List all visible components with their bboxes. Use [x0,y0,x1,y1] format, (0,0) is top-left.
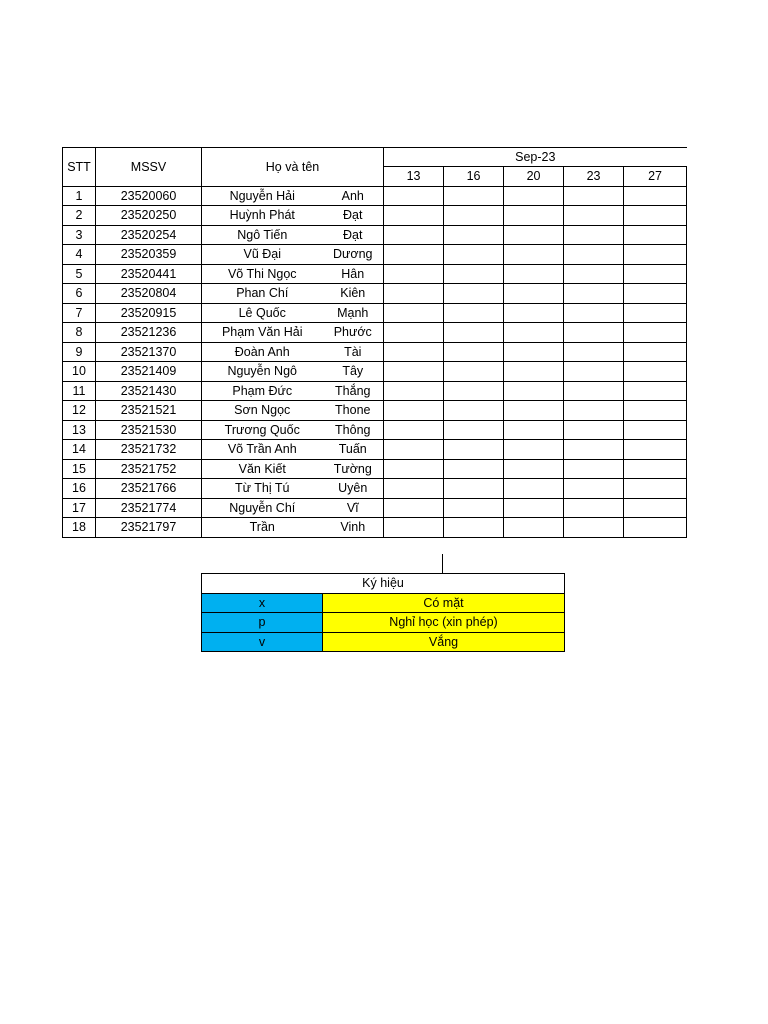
family-name-cell[interactable]: Võ Trần Anh [202,440,323,460]
attendance-cell[interactable] [384,381,444,401]
table-row [63,401,687,421]
attendance-cell[interactable] [624,362,687,382]
header-day[interactable]: 23 [564,167,624,187]
attendance-table [62,147,687,538]
mssv-cell[interactable]: 23521797 [96,518,202,538]
mssv-cell[interactable]: 23521752 [96,459,202,479]
given-name-cell[interactable]: Tây [323,362,384,382]
attendance-cell[interactable] [564,303,624,323]
attendance-cell[interactable] [504,342,564,362]
legend-symbol[interactable]: v [202,632,323,652]
table-row [63,323,687,343]
family-name-cell[interactable]: Đoàn Anh [202,342,323,362]
mssv-cell[interactable]: 23520441 [96,264,202,284]
stt-cell[interactable]: 10 [63,362,96,382]
table-row [63,303,687,323]
attendance-cell[interactable] [384,401,444,421]
stt-cell[interactable]: 12 [63,401,96,421]
attendance-cell[interactable] [504,284,564,304]
attendance-cell[interactable] [564,518,624,538]
family-name-cell[interactable]: Nguyễn Hải [202,186,323,206]
legend-meaning[interactable]: Có mặt [323,593,565,613]
attendance-cell[interactable] [444,362,504,382]
legend-row [202,632,565,652]
family-name-cell[interactable]: Võ Thi Ngọc [202,264,323,284]
given-name-cell[interactable]: Tường [323,459,384,479]
stt-cell[interactable]: 14 [63,440,96,460]
attendance-cell[interactable] [444,459,504,479]
mssv-cell[interactable]: 23521409 [96,362,202,382]
attendance-cell[interactable] [504,440,564,460]
header-ho-ten[interactable]: Họ và tên [202,148,384,187]
given-name-cell[interactable]: Thông [323,420,384,440]
stt-cell[interactable]: 4 [63,245,96,265]
stt-cell[interactable]: 1 [63,186,96,206]
given-name-cell[interactable]: Anh [323,186,384,206]
attendance-cell[interactable] [564,420,624,440]
attendance-cell[interactable] [624,459,687,479]
table-row [63,362,687,382]
table-row [63,206,687,226]
attendance-cell[interactable] [624,342,687,362]
stt-cell[interactable]: 8 [63,323,96,343]
attendance-cell[interactable] [444,518,504,538]
legend-symbol[interactable]: p [202,613,323,633]
attendance-cell[interactable] [624,284,687,304]
mssv-cell[interactable]: 23520804 [96,284,202,304]
mssv-cell[interactable]: 23521370 [96,342,202,362]
attendance-cell[interactable] [504,459,564,479]
attendance-cell[interactable] [444,381,504,401]
attendance-cell[interactable] [504,401,564,421]
family-name-cell[interactable]: Sơn Ngọc [202,401,323,421]
attendance-cell[interactable] [384,206,444,226]
legend-title-row [202,574,565,594]
attendance-cell[interactable] [624,401,687,421]
attendance-cell[interactable] [504,518,564,538]
attendance-cell[interactable] [624,518,687,538]
given-name-cell[interactable]: Phước [323,323,384,343]
mssv-cell[interactable]: 23520915 [96,303,202,323]
legend-table [201,573,565,652]
attendance-cell[interactable] [384,459,444,479]
given-name-cell[interactable]: Uyên [323,479,384,499]
table-row [63,284,687,304]
given-name-cell[interactable]: Dương [323,245,384,265]
divider-line [442,554,443,573]
mssv-cell[interactable]: 23520060 [96,186,202,206]
family-name-cell[interactable]: Trần [202,518,323,538]
family-name-cell[interactable]: Ngô Tiến [202,225,323,245]
attendance-cell[interactable] [564,440,624,460]
attendance-cell[interactable] [444,440,504,460]
given-name-cell[interactable]: Hân [323,264,384,284]
legend-meaning[interactable]: Vắng [323,632,565,652]
attendance-cell[interactable] [444,479,504,499]
table-row [63,245,687,265]
attendance-cell[interactable] [504,498,564,518]
attendance-cell[interactable] [504,323,564,343]
mssv-cell[interactable]: 23520250 [96,206,202,226]
mssv-cell[interactable]: 23521732 [96,440,202,460]
table-row [63,459,687,479]
table-row [63,342,687,362]
attendance-cell[interactable] [384,245,444,265]
attendance-cell[interactable] [564,342,624,362]
attendance-cell[interactable] [504,479,564,499]
attendance-cell[interactable] [624,323,687,343]
stt-cell[interactable]: 6 [63,284,96,304]
attendance-cell[interactable] [504,264,564,284]
attendance-cell[interactable] [384,362,444,382]
attendance-cell[interactable] [384,342,444,362]
given-name-cell[interactable]: Tài [323,342,384,362]
attendance-cell[interactable] [564,264,624,284]
header-day[interactable]: 27 [624,167,687,187]
attendance-cell[interactable] [444,401,504,421]
mssv-cell[interactable]: 23521430 [96,381,202,401]
attendance-cell[interactable] [384,225,444,245]
attendance-cell[interactable] [384,440,444,460]
given-name-cell[interactable]: Tuấn [323,440,384,460]
attendance-cell[interactable] [504,225,564,245]
attendance-cell[interactable] [624,186,687,206]
given-name-cell[interactable]: Mạnh [323,303,384,323]
mssv-cell[interactable]: 23521766 [96,479,202,499]
stt-cell[interactable]: 18 [63,518,96,538]
legend-row [202,593,565,613]
table-row [63,498,687,518]
attendance-cell[interactable] [564,401,624,421]
given-name-cell[interactable]: Đạt [323,225,384,245]
given-name-cell[interactable]: Thone [323,401,384,421]
legend-meaning[interactable]: Nghỉ học (xin phép) [323,613,565,633]
header-mssv[interactable]: MSSV [96,148,202,187]
attendance-cell[interactable] [504,206,564,226]
table-row [63,225,687,245]
attendance-cell[interactable] [564,245,624,265]
attendance-cell[interactable] [624,206,687,226]
attendance-cell[interactable] [564,284,624,304]
stt-cell[interactable]: 9 [63,342,96,362]
given-name-cell[interactable]: Vinh [323,518,384,538]
family-name-cell[interactable]: Lê Quốc [202,303,323,323]
attendance-cell[interactable] [384,518,444,538]
given-name-cell[interactable]: Vĩ [323,498,384,518]
stt-cell[interactable]: 3 [63,225,96,245]
header-day[interactable]: 13 [384,167,444,187]
header-row [63,148,687,167]
attendance-cell[interactable] [564,498,624,518]
attendance-cell[interactable] [624,498,687,518]
attendance-cell[interactable] [624,264,687,284]
attendance-cell[interactable] [384,479,444,499]
attendance-cell[interactable] [444,186,504,206]
attendance-cell[interactable] [624,440,687,460]
family-name-cell[interactable]: Văn Kiết [202,459,323,479]
stt-cell[interactable]: 7 [63,303,96,323]
attendance-cell[interactable] [444,420,504,440]
attendance-cell[interactable] [624,381,687,401]
stt-cell[interactable]: 2 [63,206,96,226]
stt-cell[interactable]: 5 [63,264,96,284]
attendance-cell[interactable] [504,186,564,206]
table-row [63,440,687,460]
mssv-cell[interactable]: 23520359 [96,245,202,265]
table-row [63,186,687,206]
attendance-cell[interactable] [384,420,444,440]
family-name-cell[interactable]: Từ Thị Tú [202,479,323,499]
attendance-cell[interactable] [564,362,624,382]
header-month[interactable]: Sep-23 [384,148,687,167]
family-name-cell[interactable]: Vũ Đại [202,245,323,265]
attendance-cell[interactable] [564,225,624,245]
legend-title[interactable]: Ký hiệu [202,574,565,594]
attendance-cell[interactable] [384,498,444,518]
attendance-cell[interactable] [444,284,504,304]
attendance-cell[interactable] [504,420,564,440]
attendance-cell[interactable] [624,303,687,323]
given-name-cell[interactable]: Thắng [323,381,384,401]
attendance-cell[interactable] [564,206,624,226]
family-name-cell[interactable]: Nguyễn Ngô [202,362,323,382]
stt-cell[interactable]: 11 [63,381,96,401]
stt-cell[interactable]: 16 [63,479,96,499]
given-name-cell[interactable]: Kiên [323,284,384,304]
mssv-cell[interactable]: 23521236 [96,323,202,343]
attendance-cell[interactable] [444,206,504,226]
attendance-cell[interactable] [444,342,504,362]
table-row [63,420,687,440]
attendance-cell[interactable] [384,264,444,284]
attendance-cell[interactable] [504,303,564,323]
attendance-cell[interactable] [444,323,504,343]
attendance-cell[interactable] [444,225,504,245]
legend-symbol[interactable]: x [202,593,323,613]
attendance-cell[interactable] [444,264,504,284]
attendance-cell[interactable] [624,420,687,440]
attendance-cell[interactable] [564,459,624,479]
attendance-cell[interactable] [384,284,444,304]
mssv-cell[interactable]: 23521521 [96,401,202,421]
attendance-cell[interactable] [444,498,504,518]
attendance-cell[interactable] [564,323,624,343]
attendance-cell[interactable] [624,479,687,499]
legend-row [202,613,565,633]
stt-cell[interactable]: 17 [63,498,96,518]
attendance-cell[interactable] [564,479,624,499]
family-name-cell[interactable]: Huỳnh Phát [202,206,323,226]
attendance-cell[interactable] [444,245,504,265]
attendance-cell[interactable] [384,186,444,206]
mssv-cell[interactable]: 23521774 [96,498,202,518]
family-name-cell[interactable]: Phan Chí [202,284,323,304]
attendance-cell[interactable] [504,245,564,265]
attendance-cell[interactable] [564,381,624,401]
table-row [63,518,687,538]
attendance-cell[interactable] [384,303,444,323]
attendance-cell[interactable] [564,186,624,206]
family-name-cell[interactable]: Phạm Đức [202,381,323,401]
family-name-cell[interactable]: Phạm Văn Hải [202,323,323,343]
family-name-cell[interactable]: Nguyễn Chí [202,498,323,518]
table-row [63,479,687,499]
header-day[interactable]: 20 [504,167,564,187]
given-name-cell[interactable]: Đạt [323,206,384,226]
mssv-cell[interactable]: 23520254 [96,225,202,245]
table-row [63,381,687,401]
attendance-cell[interactable] [624,245,687,265]
header-day[interactable]: 16 [444,167,504,187]
mssv-cell[interactable]: 23521530 [96,420,202,440]
header-stt[interactable]: STT [63,148,96,187]
attendance-cell[interactable] [444,303,504,323]
stt-cell[interactable]: 15 [63,459,96,479]
table-row [63,264,687,284]
attendance-cell[interactable] [504,362,564,382]
attendance-cell[interactable] [504,381,564,401]
stt-cell[interactable]: 13 [63,420,96,440]
attendance-cell[interactable] [384,323,444,343]
attendance-cell[interactable] [624,225,687,245]
family-name-cell[interactable]: Trương Quốc [202,420,323,440]
